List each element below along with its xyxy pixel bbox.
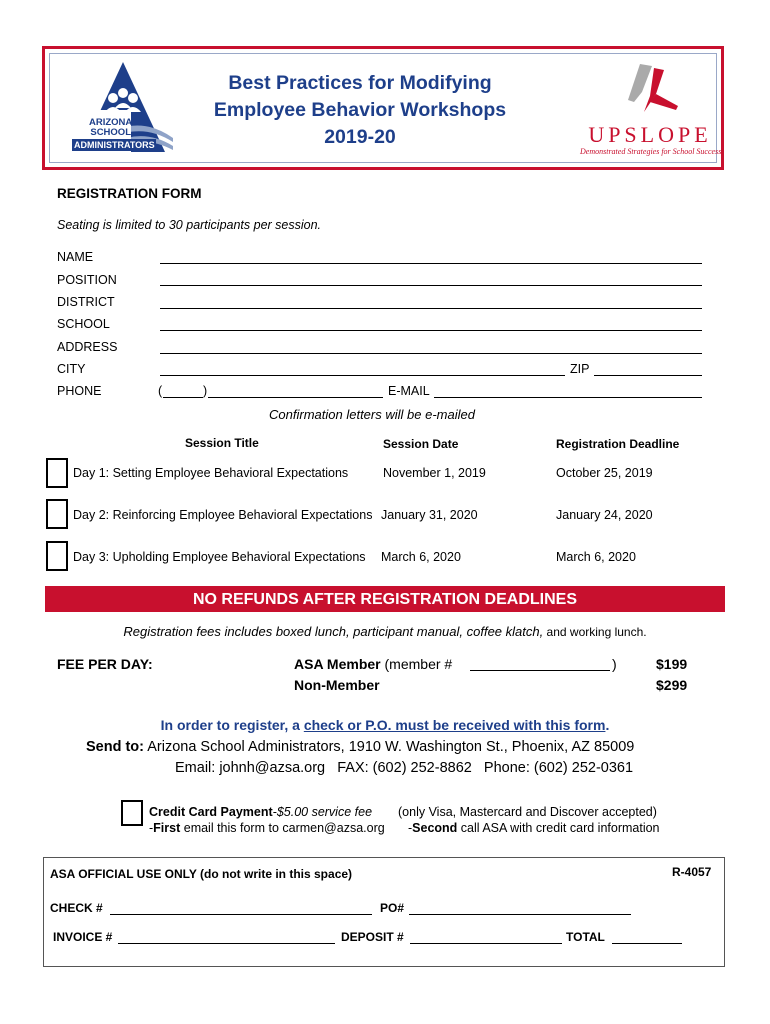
- send-to-address: Arizona School Administrators, 1910 W. Washington St., Phoenix, AZ 85009: [147, 739, 635, 755]
- col-header-registration-deadline: Registration Deadline: [556, 437, 680, 451]
- form-code: R-4057: [672, 865, 712, 879]
- day2-date: January 31, 2020: [381, 508, 478, 522]
- name-field[interactable]: [160, 263, 702, 264]
- day2-title: Day 2: Reinforcing Employee Behavioral Expectations: [73, 508, 373, 522]
- asa-logo-line2: SCHOOL: [90, 127, 131, 138]
- second-step-rest: call ASA with credit card information: [457, 821, 660, 835]
- day1-checkbox[interactable]: [46, 458, 68, 488]
- email-label: E-MAIL: [388, 384, 430, 398]
- po-number-field[interactable]: [409, 914, 631, 915]
- day3-title: Day 3: Upholding Employee Behavioral Expectations: [73, 550, 366, 564]
- register-instruction: [45, 717, 725, 733]
- member-label: ASA Member: [294, 656, 381, 672]
- zip-field[interactable]: [594, 375, 702, 376]
- upslope-mountain-icon: [620, 62, 680, 117]
- asa-logo-line3: ADMINISTRATORS: [74, 140, 155, 150]
- form-heading: REGISTRATION FORM: [57, 186, 202, 201]
- total-field[interactable]: [612, 943, 682, 944]
- email-field[interactable]: [434, 397, 702, 398]
- position-field[interactable]: [160, 285, 702, 286]
- name-label: NAME: [57, 250, 94, 264]
- credit-card-checkbox[interactable]: [121, 800, 143, 826]
- form-note: Seating is limited to 30 participants per session.: [57, 218, 322, 232]
- invoice-number-label: INVOICE #: [53, 930, 113, 944]
- address-label: ADDRESS: [57, 340, 118, 354]
- phone-paren-open: (: [158, 384, 163, 398]
- total-label: TOTAL: [566, 930, 605, 944]
- title-line-1: Best Practices for Modifying: [228, 72, 492, 94]
- day3-deadline: March 6, 2020: [556, 550, 636, 564]
- deposit-number-field[interactable]: [410, 943, 562, 944]
- credit-card-fee: -$5.00 service fee: [272, 805, 373, 819]
- credit-card-line1: [149, 805, 372, 819]
- second-step-dash: -: [408, 821, 413, 835]
- member-price: $199: [656, 656, 688, 672]
- send-to-label: Send to:: [86, 739, 144, 755]
- zip-label: ZIP: [570, 362, 590, 376]
- school-field[interactable]: [160, 330, 702, 331]
- title-line-3: 2019-20: [324, 126, 396, 148]
- fee-per-day-label: FEE PER DAY:: [57, 656, 153, 672]
- credit-card-accepted: (only Visa, Mastercard and Discover accepted): [398, 805, 657, 819]
- day2-deadline: January 24, 2020: [556, 508, 653, 522]
- col-header-session-date: Session Date: [383, 437, 459, 451]
- fees-includes-main: Registration fees includes boxed lunch, participant manual, coffee klatch,: [123, 624, 544, 639]
- day2-checkbox[interactable]: [46, 499, 68, 529]
- contact-line: Email: johnh@azsa.org FAX: (602) 252-8862 Phone: (602) 252-0361: [175, 760, 634, 776]
- upslope-logo: [580, 60, 720, 160]
- first-step-dash: -: [149, 821, 154, 835]
- city-field[interactable]: [160, 375, 565, 376]
- day3-date: March 6, 2020: [381, 550, 461, 564]
- register-instruction-a: In order to register, a: [160, 717, 304, 733]
- district-label: DISTRICT: [57, 295, 115, 309]
- member-number-open: (member #: [384, 656, 453, 672]
- day3-checkbox[interactable]: [46, 541, 68, 571]
- check-number-field[interactable]: [110, 914, 372, 915]
- fees-includes: [45, 624, 725, 639]
- day1-date: November 1, 2019: [383, 466, 486, 480]
- first-step-bold: First: [153, 821, 181, 835]
- register-instruction-emphasis: check or P.O. must be received with this form: [303, 717, 606, 733]
- fees-includes-tail: and working lunch.: [543, 625, 647, 639]
- po-number-label: PO#: [380, 901, 405, 915]
- day1-title: Day 1: Setting Employee Behavioral Expectations: [73, 466, 349, 480]
- official-use-heading: ASA OFFICIAL USE ONLY (do not write in this space): [50, 867, 353, 881]
- district-field[interactable]: [160, 308, 702, 309]
- address-field[interactable]: [160, 353, 702, 354]
- upslope-name: UPSLOPE: [588, 122, 712, 147]
- title-line-2: Employee Behavior Workshops: [213, 99, 507, 121]
- position-label: POSITION: [57, 273, 117, 287]
- nonmember-label: Non-Member: [294, 677, 380, 693]
- second-step-bold: Second: [412, 821, 458, 835]
- no-refunds-banner: NO REFUNDS AFTER REGISTRATION DEADLINES: [45, 586, 725, 612]
- credit-card-first-step: [149, 821, 385, 835]
- member-number-field[interactable]: [470, 670, 610, 671]
- credit-card-second-step: [408, 821, 660, 835]
- phone-paren-close: ): [203, 384, 208, 398]
- school-label: SCHOOL: [57, 317, 110, 331]
- asa-logo: [75, 60, 175, 160]
- member-line: [294, 656, 452, 672]
- invoice-number-field[interactable]: [118, 943, 335, 944]
- day1-deadline: October 25, 2019: [556, 466, 653, 480]
- nonmember-price: $299: [656, 677, 688, 693]
- send-to-line: [86, 739, 634, 755]
- deposit-number-label: DEPOSIT #: [341, 930, 404, 944]
- phone-area-code-field[interactable]: [163, 397, 203, 398]
- register-instruction-c: .: [605, 717, 610, 733]
- upslope-tagline: Demonstrated Strategies for School Success: [580, 147, 722, 156]
- phone-label: PHONE: [57, 384, 102, 398]
- city-label: CITY: [57, 362, 86, 376]
- confirmation-note: Confirmation letters will be e-mailed: [269, 407, 475, 422]
- asa-logo-line1: ARIZONA: [89, 117, 133, 128]
- credit-card-title: Credit Card Payment: [149, 805, 273, 819]
- page-title: [200, 70, 520, 151]
- first-step-rest: email this form to carmen@azsa.org: [180, 821, 385, 835]
- col-header-session-title: Session Title: [185, 436, 259, 450]
- check-number-label: CHECK #: [50, 901, 103, 915]
- member-number-close: ): [612, 656, 617, 672]
- phone-number-field[interactable]: [208, 397, 383, 398]
